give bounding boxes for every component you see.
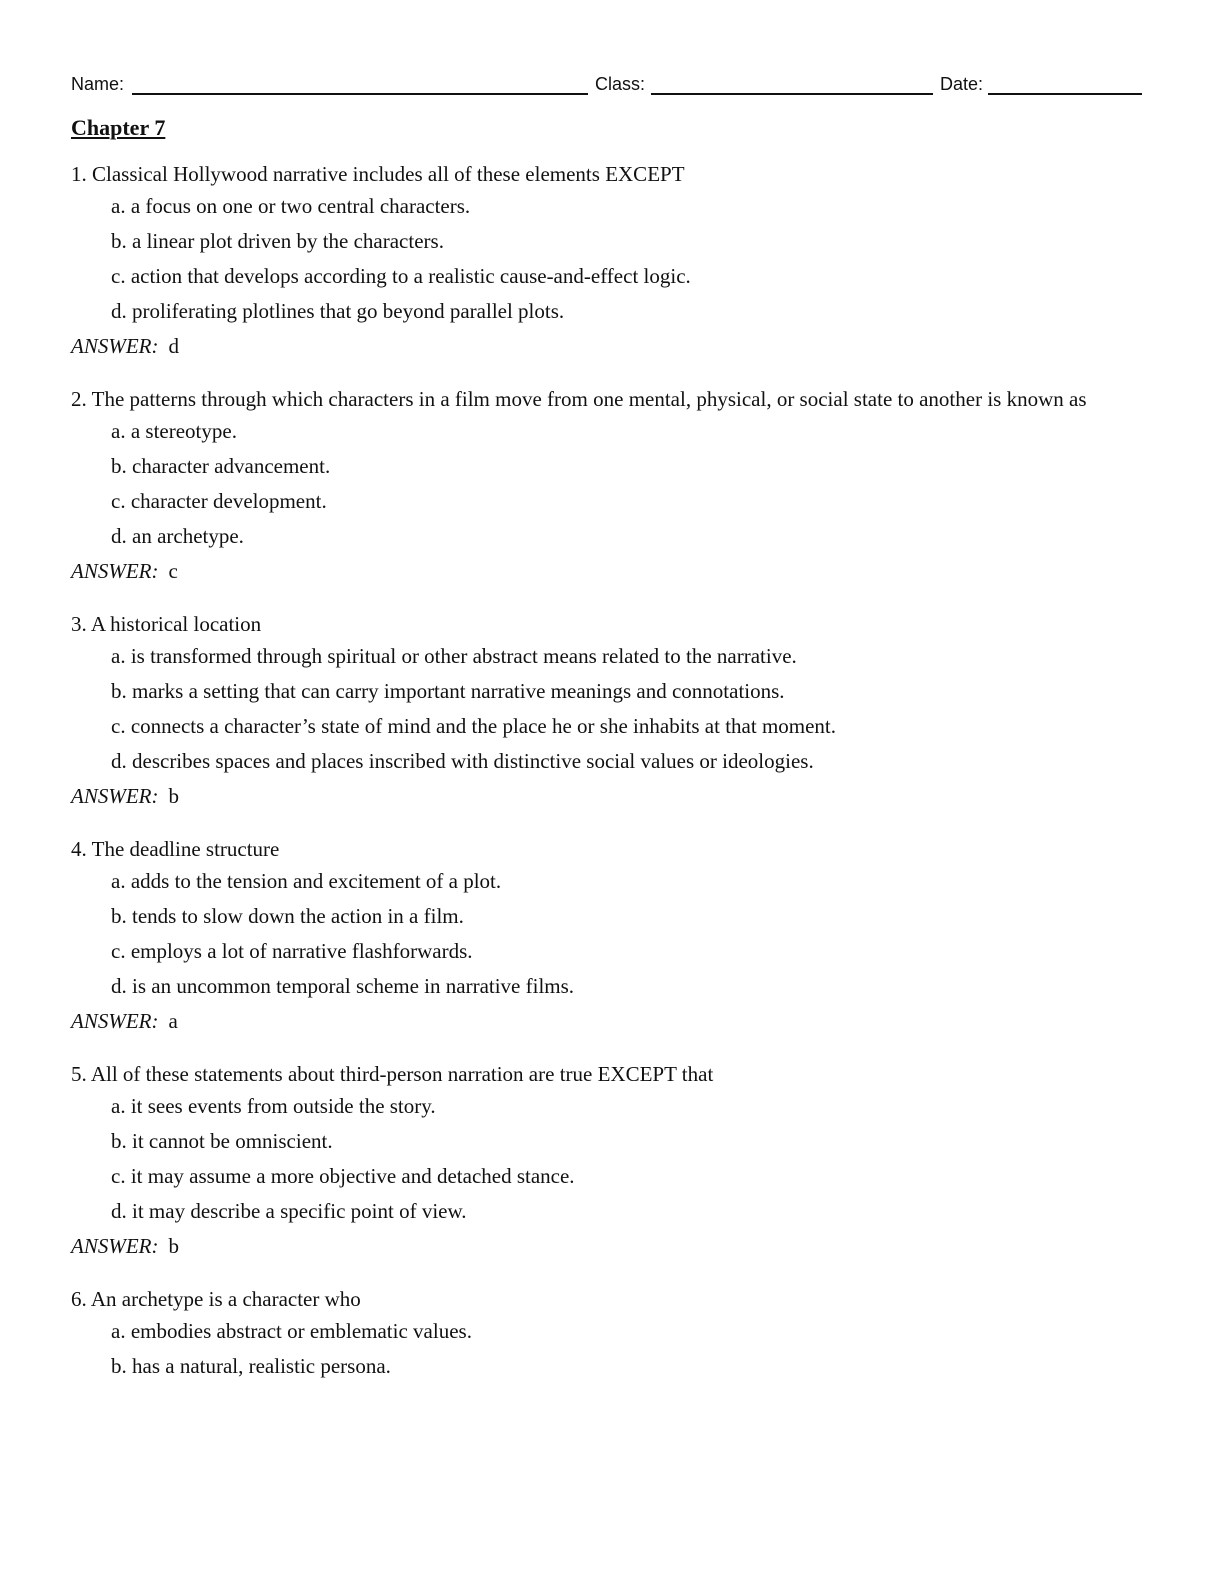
answer-key	[71, 1229, 1141, 1264]
answer-option: d. proliferating plotlines that go beyond parallel plots.	[111, 299, 565, 323]
answer-option: a. is transformed through spiritual or other abstract means related to the narrative.	[111, 644, 797, 668]
answer-option: b. tends to slow down the action in a film.	[111, 904, 464, 928]
answer-label: ANSWER:	[71, 559, 159, 583]
answer-option: d. it may describe a specific point of view.	[111, 1199, 467, 1223]
question-stem: 4. The deadline structure	[71, 837, 280, 861]
question-stem: 2. The patterns through which characters in a film move from one mental, physical, or social state to another is known as	[71, 387, 1087, 411]
question	[71, 1060, 1141, 1264]
answer-value: c	[168, 559, 178, 583]
answer-key	[71, 1004, 1141, 1039]
question-stem: 6. An archetype is a character who	[71, 1287, 361, 1311]
question-stem: 3. A historical location	[71, 612, 262, 636]
answer-label: ANSWER:	[71, 1009, 159, 1033]
answer-option: b. a linear plot driven by the characters.	[111, 229, 444, 253]
question-list	[71, 160, 1141, 1405]
answer-option: b. marks a setting that can carry important narrative meanings and connotations.	[111, 679, 785, 703]
answer-value: d	[168, 334, 179, 358]
answer-option: a. a focus on one or two central characters.	[111, 194, 471, 218]
name-label: Name:	[71, 74, 125, 94]
answer-option: d. an archetype.	[111, 524, 244, 548]
answer-option: b. character advancement.	[111, 454, 331, 478]
question-stem: 1. Classical Hollywood narrative includes all of these elements EXCEPT	[71, 162, 685, 186]
question	[71, 1285, 1141, 1384]
question	[71, 610, 1141, 814]
class-label: Class:	[595, 74, 646, 94]
answer-value: a	[168, 1009, 178, 1033]
date-label: Date:	[940, 74, 984, 94]
class-field[interactable]	[651, 93, 933, 95]
answer-label: ANSWER:	[71, 784, 159, 808]
answer-value: b	[168, 1234, 179, 1258]
answer-option: a. adds to the tension and excitement of a plot.	[111, 869, 502, 893]
answer-option: b. it cannot be omniscient.	[111, 1129, 333, 1153]
answer-key	[71, 779, 1141, 814]
question	[71, 835, 1141, 1039]
answer-label: ANSWER:	[71, 1234, 159, 1258]
answer-option: c. connects a character’s state of mind and the place he or she inhabits at that moment.	[111, 714, 837, 738]
chapter-title: Chapter 7	[71, 115, 166, 140]
answer-key	[71, 554, 1141, 589]
answer-label: ANSWER:	[71, 334, 159, 358]
question-stem: 5. All of these statements about third-person narration are true EXCEPT that	[71, 1062, 714, 1086]
answer-option: c. it may assume a more objective and detached stance.	[111, 1164, 575, 1188]
question	[71, 385, 1141, 589]
question	[71, 160, 1141, 364]
answer-option: d. is an uncommon temporal scheme in narrative films.	[111, 974, 575, 998]
answer-option: d. describes spaces and places inscribed with distinctive social values or ideologies.	[111, 749, 814, 773]
answer-value: b	[168, 784, 179, 808]
answer-key	[71, 329, 1141, 364]
answer-option: c. action that develops according to a realistic cause-and-effect logic.	[111, 264, 691, 288]
answer-option: a. it sees events from outside the story.	[111, 1094, 436, 1118]
answer-option: a. a stereotype.	[111, 419, 237, 443]
date-field[interactable]	[988, 93, 1142, 95]
answer-option: c. character development.	[111, 489, 327, 513]
answer-option: b. has a natural, realistic persona.	[111, 1354, 391, 1378]
name-field[interactable]	[132, 93, 588, 95]
answer-option: a. embodies abstract or emblematic values.	[111, 1319, 472, 1343]
answer-option: c. employs a lot of narrative flashforwards.	[111, 939, 473, 963]
